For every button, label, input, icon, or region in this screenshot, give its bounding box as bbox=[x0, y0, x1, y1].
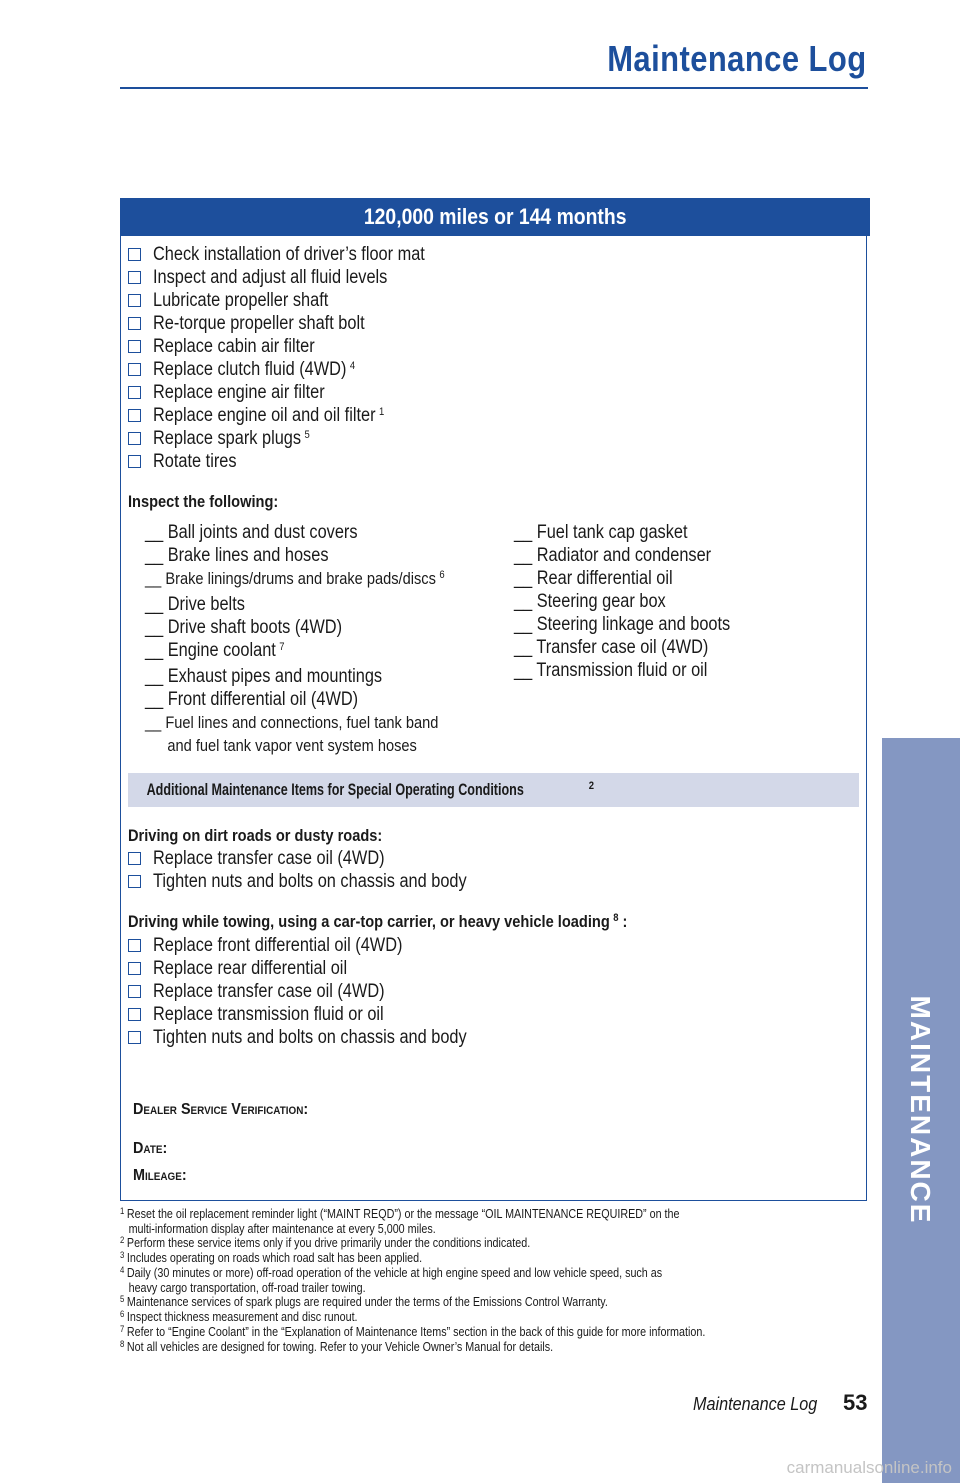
towing-checklist bbox=[128, 934, 518, 1049]
checkbox-icon[interactable] bbox=[128, 386, 141, 399]
footnote-ref: 2 bbox=[588, 780, 594, 792]
footnote: $^8$ Not all vehicles are designed for towing. Refer to your Vehicle Owner’s Manual for details. bbox=[120, 1339, 554, 1354]
checklist-item[interactable] bbox=[128, 312, 469, 335]
footnote-ref: 7 bbox=[279, 641, 285, 653]
checklist-item-label: Replace transfer case oil (4WD) bbox=[153, 980, 385, 1002]
checklist-item-label: Replace front differential oil (4WD) bbox=[153, 934, 403, 956]
checkbox-icon[interactable] bbox=[128, 317, 141, 330]
footnote-ref: 6 bbox=[439, 569, 445, 581]
checklist-item[interactable] bbox=[128, 450, 469, 473]
inspect-item: __ Transmission fluid or oil bbox=[514, 660, 708, 681]
special-conditions-band bbox=[128, 773, 859, 807]
checklist-item-label: Lubricate propeller shaft bbox=[153, 289, 329, 311]
footnote: $^1$ Reset the oil replacement reminder light (“MAINT REQD”) or the message “OIL MAINTENANCE REQUIRED” on the bbox=[120, 1206, 680, 1221]
page-number: 53 bbox=[843, 1390, 868, 1415]
checkbox-icon[interactable] bbox=[128, 962, 141, 975]
footnote: $^3$ Includes operating on roads which road salt has been applied. bbox=[120, 1250, 423, 1265]
towing-heading: Driving while towing, using a car-top carrier, or heavy vehicle loading $^8$ : bbox=[128, 912, 628, 931]
inspect-item: __ Transfer case oil (4WD) bbox=[514, 637, 709, 658]
checkbox-icon[interactable] bbox=[128, 1031, 141, 1044]
side-tab-label: MAINTENANCE bbox=[905, 995, 936, 1225]
inspect-item: __ Radiator and condenser bbox=[514, 545, 712, 566]
footnote-continued: heavy cargo transportation, off-road trailer towing. bbox=[128, 1281, 366, 1295]
checklist-item-label: Replace rear differential oil bbox=[153, 957, 348, 979]
interval-title: 120,000 miles or 144 months bbox=[363, 204, 627, 229]
checklist-item[interactable] bbox=[128, 404, 469, 427]
checklist-item[interactable] bbox=[128, 870, 518, 893]
checklist-item-label: Replace transfer case oil (4WD) bbox=[153, 847, 385, 869]
inspect-list-left bbox=[145, 521, 493, 757]
watermark: carmanualsonline.info bbox=[786, 1458, 952, 1477]
checklist-item[interactable] bbox=[128, 847, 518, 870]
checkbox-icon[interactable] bbox=[128, 409, 141, 422]
checklist-item[interactable] bbox=[128, 980, 518, 1003]
checklist-item-label: Inspect and adjust all fluid levels bbox=[153, 266, 388, 288]
checklist-item[interactable] bbox=[128, 266, 469, 289]
inspect-item: __ Steering linkage and boots bbox=[514, 614, 731, 635]
checklist-item-label: Re-torque propeller shaft bolt bbox=[153, 312, 365, 334]
checklist-item[interactable] bbox=[128, 243, 469, 266]
special-conditions-heading: Additional Maintenance Items for Special Operating Conditions bbox=[146, 780, 524, 799]
checklist-item[interactable] bbox=[128, 934, 518, 957]
inspect-item: __ Exhaust pipes and mountings bbox=[145, 666, 383, 687]
checklist-item[interactable] bbox=[128, 289, 469, 312]
dealer-verification-label: Dealer Service Verification: bbox=[133, 1101, 309, 1118]
checklist-item-label: Check installation of driver’s floor mat bbox=[153, 243, 425, 265]
checkbox-icon[interactable] bbox=[128, 455, 141, 468]
footnote: $^7$ Refer to “Engine Coolant” in the “Explanation of Maintenance Items” section in the back of this guide for more information. bbox=[120, 1324, 706, 1339]
checklist-item[interactable] bbox=[128, 427, 469, 450]
inspect-item: __ Drive shaft boots (4WD) bbox=[145, 617, 343, 638]
checklist-item-label: Replace cabin air filter bbox=[153, 335, 315, 357]
checklist-item[interactable] bbox=[128, 335, 469, 358]
page-title: Maintenance Log bbox=[607, 38, 867, 79]
checkbox-icon[interactable] bbox=[128, 340, 141, 353]
checkbox-icon[interactable] bbox=[128, 985, 141, 998]
footnote-continued: multi-information display after maintenance at every 5,000 miles. bbox=[128, 1222, 436, 1236]
footnote-ref: 4 bbox=[349, 359, 356, 372]
footnote: $^5$ Maintenance services of spark plugs are required under the terms of the Emissions Control Warranty. bbox=[120, 1294, 608, 1309]
interval-header bbox=[120, 198, 870, 236]
checkbox-icon[interactable] bbox=[128, 271, 141, 284]
mileage-label: Mileage: bbox=[133, 1167, 187, 1184]
checkbox-icon[interactable] bbox=[128, 432, 141, 445]
checklist-item[interactable] bbox=[128, 1003, 518, 1026]
checklist-item-label: Replace clutch fluid (4WD) bbox=[153, 358, 347, 380]
checklist-item-label: Tighten nuts and bolts on chassis and body bbox=[153, 870, 467, 892]
dirt-roads-checklist bbox=[128, 847, 518, 893]
footnote: $^6$ Inspect thickness measurement and disc runout. bbox=[120, 1309, 358, 1324]
checkbox-icon[interactable] bbox=[128, 852, 141, 865]
checkbox-icon[interactable] bbox=[128, 294, 141, 307]
inspect-item: __ Brake lines and hoses bbox=[145, 545, 329, 566]
footer-section-label: Maintenance Log bbox=[693, 1394, 818, 1414]
checklist-item[interactable] bbox=[128, 381, 469, 404]
inspect-item: __ Fuel tank cap gasket bbox=[514, 522, 688, 543]
inspect-item: __ Drive belts bbox=[145, 594, 245, 615]
footnote-ref: 8 bbox=[613, 912, 619, 924]
inspect-item: __ Front differential oil (4WD) bbox=[145, 689, 359, 710]
footnote-ref: 5 bbox=[304, 428, 310, 441]
inspect-item: __ Rear differential oil bbox=[514, 568, 673, 589]
footnote-ref: 1 bbox=[378, 405, 385, 418]
inspect-item: __ Ball joints and dust covers bbox=[145, 522, 358, 543]
dirt-roads-heading: Driving on dirt roads or dusty roads: bbox=[128, 826, 383, 845]
checklist-item-label: Replace engine oil and oil filter bbox=[153, 404, 376, 426]
checklist-item[interactable] bbox=[128, 358, 469, 381]
inspect-item-continued: and fuel tank vapor vent system hoses bbox=[167, 736, 417, 755]
inspect-item: __ Steering gear box bbox=[514, 591, 666, 612]
checklist-item-label: Replace engine air filter bbox=[153, 381, 325, 403]
checkbox-icon[interactable] bbox=[128, 248, 141, 261]
title-divider bbox=[120, 87, 868, 89]
checkbox-icon[interactable] bbox=[128, 1008, 141, 1021]
inspect-item: __ Brake linings/drums and brake pads/discs $^6$ bbox=[145, 569, 445, 588]
checklist-item[interactable] bbox=[128, 957, 518, 980]
footnotes bbox=[120, 1207, 865, 1355]
checkbox-icon[interactable] bbox=[128, 875, 141, 888]
inspect-list-right bbox=[514, 521, 765, 682]
checklist-item-label: Replace transmission fluid or oil bbox=[153, 1003, 384, 1025]
inspect-heading: Inspect the following: bbox=[128, 492, 279, 511]
footnote: $^2$ Perform these service items only if you drive primarily under the conditions indicated. bbox=[120, 1235, 531, 1250]
inspect-item: __ Fuel lines and connections, fuel tank band bbox=[145, 713, 439, 732]
checklist-item-label: Rotate tires bbox=[153, 450, 237, 472]
date-label: Date: bbox=[133, 1140, 168, 1157]
checkbox-icon[interactable] bbox=[128, 939, 141, 952]
checklist-item-label: Replace spark plugs bbox=[153, 427, 302, 449]
service-checklist bbox=[128, 243, 469, 473]
footnote: $^4$ Daily (30 minutes or more) off-road operation of the vehicle at high engine speed and low vehicle speed, such as bbox=[120, 1265, 663, 1280]
inspect-item: __ Engine coolant $^7$ bbox=[145, 640, 285, 661]
checkbox-icon[interactable] bbox=[128, 363, 141, 376]
checklist-item[interactable] bbox=[128, 1026, 518, 1049]
checklist-item-label: Tighten nuts and bolts on chassis and body bbox=[153, 1026, 467, 1048]
